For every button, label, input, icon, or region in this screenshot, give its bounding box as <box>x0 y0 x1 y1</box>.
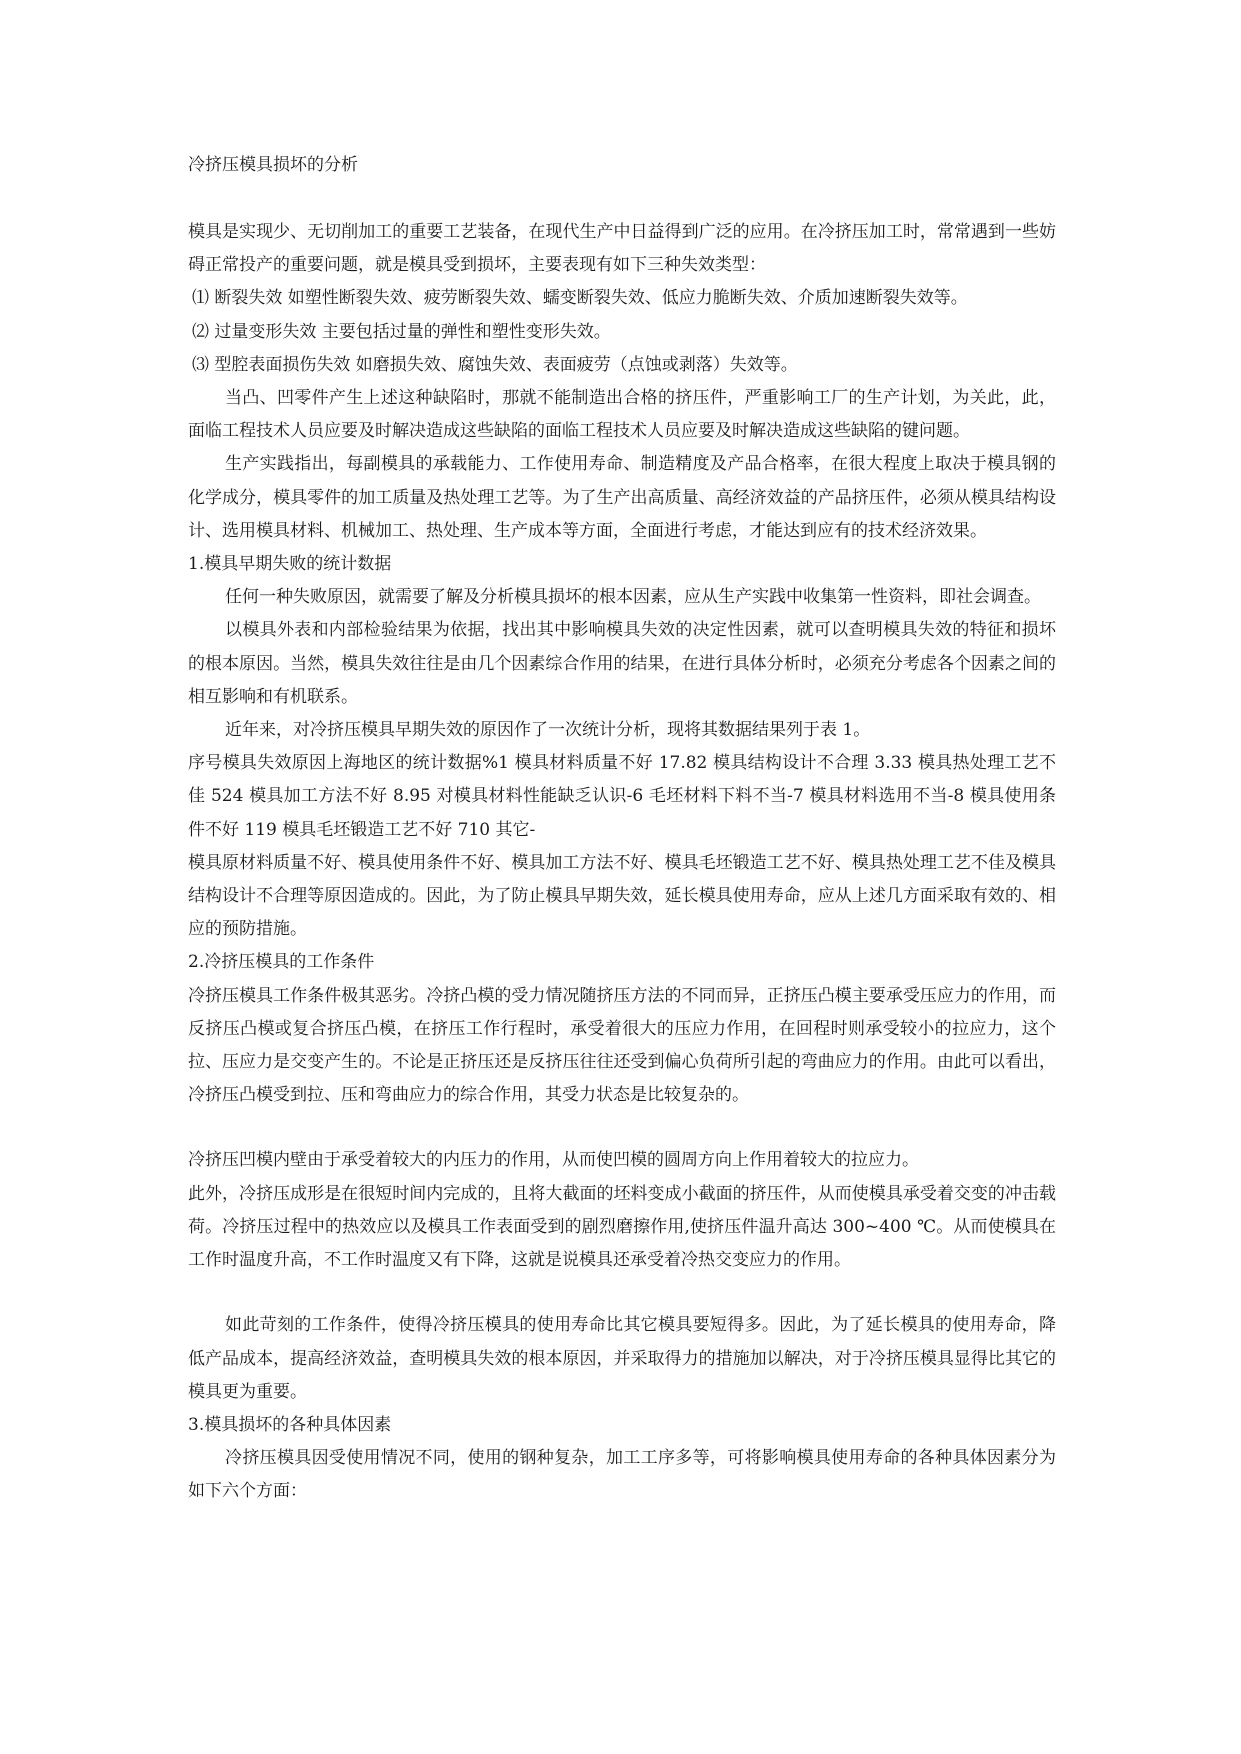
intro-paragraph: 模具是实现少、无切削加工的重要工艺装备，在现代生产中日益得到广泛的应用。在冷挤压加工时，常常遇到一些妨碍正常投产的重要问题，就是模具受到损坏，主要表现有如下三种失效类型： <box>188 222 1056 276</box>
recent-paragraph: 近年来，对冷挤压模具早期失效的原因作了一次统计分析，现将其数据结果列于表 1。 <box>225 720 871 741</box>
summary-paragraph: 模具原材料质量不好、模具使用条件不好、模具加工方法不好、模具毛坯锻造工艺不好、模具热处理工艺不佳及模具结构设计不合理等原因造成的。因此，为了防止模具早期失效，延长模具使用寿命，应从上述几方面采取有效的、相应的预防措施。 <box>188 852 1056 940</box>
work-condition-paragraph-1: 冷挤压模具工作条件极其恶劣。冷挤凸模的受力情况随挤压方法的不同而异，正挤压凸模主要承受压应力的作用，而反挤压凸模或复合挤压凸模，在挤压工作行程时，承受着很大的压应力作用，在回程时则承受较小的拉应力，这个拉、压应力是交变产生的。不论是正挤压还是反挤压往往还受到偏心负荷所引起的弯曲应力的作用。由此可以看出，冷挤压凸模受到拉、压和弯曲应力的综合作用，其受力状态是比较复杂的。 <box>188 985 1056 1106</box>
failure-type-3: ⑶ 型腔表面损伤失效 如磨损失效、腐蚀失效、表面疲劳（点蚀或剥落）失效等。 <box>192 354 798 375</box>
practice-paragraph: 生产实践指出，每副模具的承载能力、工作使用寿命、制造精度及产品合格率，在很大程度上取决于模具钢的化学成分，模具零件的加工质量及热处理工艺等。为了生产出高质量、高经济效益的产品挤压件，必须从模具结构设计、选用模具材料、机械加工、热处理、生产成本等方面，全面进行考虑，才能达到应有的技术经济效果。 <box>188 454 1056 541</box>
section-heading-3: 3.模具损坏的各种具体因素 <box>188 1414 392 1435</box>
basis-paragraph: 以模具外表和内部检验结果为依据，找出其中影响模具失效的决定性因素，就可以查明模具失效的特征和损坏的根本原因。当然，模具失效往往是由几个因素综合作用的结果，在进行具体分析时，必须充分考虑各个因素之间的相互影响和有机联系。 <box>188 620 1056 707</box>
spacer <box>188 1112 1056 1144</box>
work-condition-paragraph-3: 此外，冷挤压成形是在很短时间内完成的，且将大截面的坯料变成小截面的挤压件，从而使模具承受着交变的冲击载荷。冷挤压过程中的热效应以及模具工作表面受到的剧烈磨擦作用,使挤压件温升高达 300~400 ℃。从而使模具在工作时温度升高，不工作时温度又有下降，这就是说模具还承受着冷热交变应力的作用。 <box>188 1183 1056 1271</box>
cause-paragraph: 任何一种失败原因，就需要了解及分析模具损坏的根本因素，应从生产实践中收集第一性资料，即社会调查。 <box>225 587 1041 608</box>
spacer <box>188 1277 1056 1309</box>
section-heading-2: 2.冷挤压模具的工作条件 <box>188 952 375 973</box>
document-body <box>188 216 1056 1509</box>
failure-type-2: ⑵ 过量变形失效 主要包括过量的弹性和塑性变形失效。 <box>192 321 611 342</box>
document-title: 冷挤压模具损坏的分析 <box>188 155 358 175</box>
section-heading-1: 1.模具早期失败的统计数据 <box>188 554 392 575</box>
harsh-condition-paragraph: 如此苛刻的工作条件，使得冷挤压模具的使用寿命比其它模具要短得多。因此，为了延长模具的使用寿命，降低产品成本，提高经济效益，查明模具失效的根本原因，并采取得力的措施加以解决，对于冷挤压模具显得比其它的模具更为重要。 <box>188 1315 1056 1402</box>
work-condition-paragraph-2: 冷挤压凹模内壁由于承受着较大的内压力的作用，从而使凹模的圆周方向上作用着较大的拉应力。 <box>188 1150 919 1171</box>
statistics-table-text: 序号模具失效原因上海地区的统计数据%1 模具材料质量不好 17.82 模具结构设计不合理 3.33 模具热处理工艺不佳 524 模具加工方法不好 8.95 对模具材料性能缺乏认识-6 毛坯材料下料不当-7 模具材料选用不当-8 模具使用条件不好 119 模具毛坯锻造工艺不好 710 其它- <box>188 753 1056 840</box>
defect-paragraph: 当凸、凹零件产生上述这种缺陷时，那就不能制造出合格的挤压件，严重影响工厂的生产计划，为关此，此，面临工程技术人员应要及时解决造成这些缺陷的面临工程技术人员应要及时解决造成这些缺陷的键问题。 <box>188 388 1056 442</box>
factors-paragraph: 冷挤压模具因受使用情况不同，使用的钢种复杂，加工工序多等，可将影响模具使用寿命的各种具体因素分为如下六个方面： <box>188 1448 1056 1502</box>
failure-type-1: ⑴ 断裂失效 如塑性断裂失效、疲劳断裂失效、蠕变断裂失效、低应力脆断失效、介质加速断裂失效等。 <box>192 288 968 309</box>
